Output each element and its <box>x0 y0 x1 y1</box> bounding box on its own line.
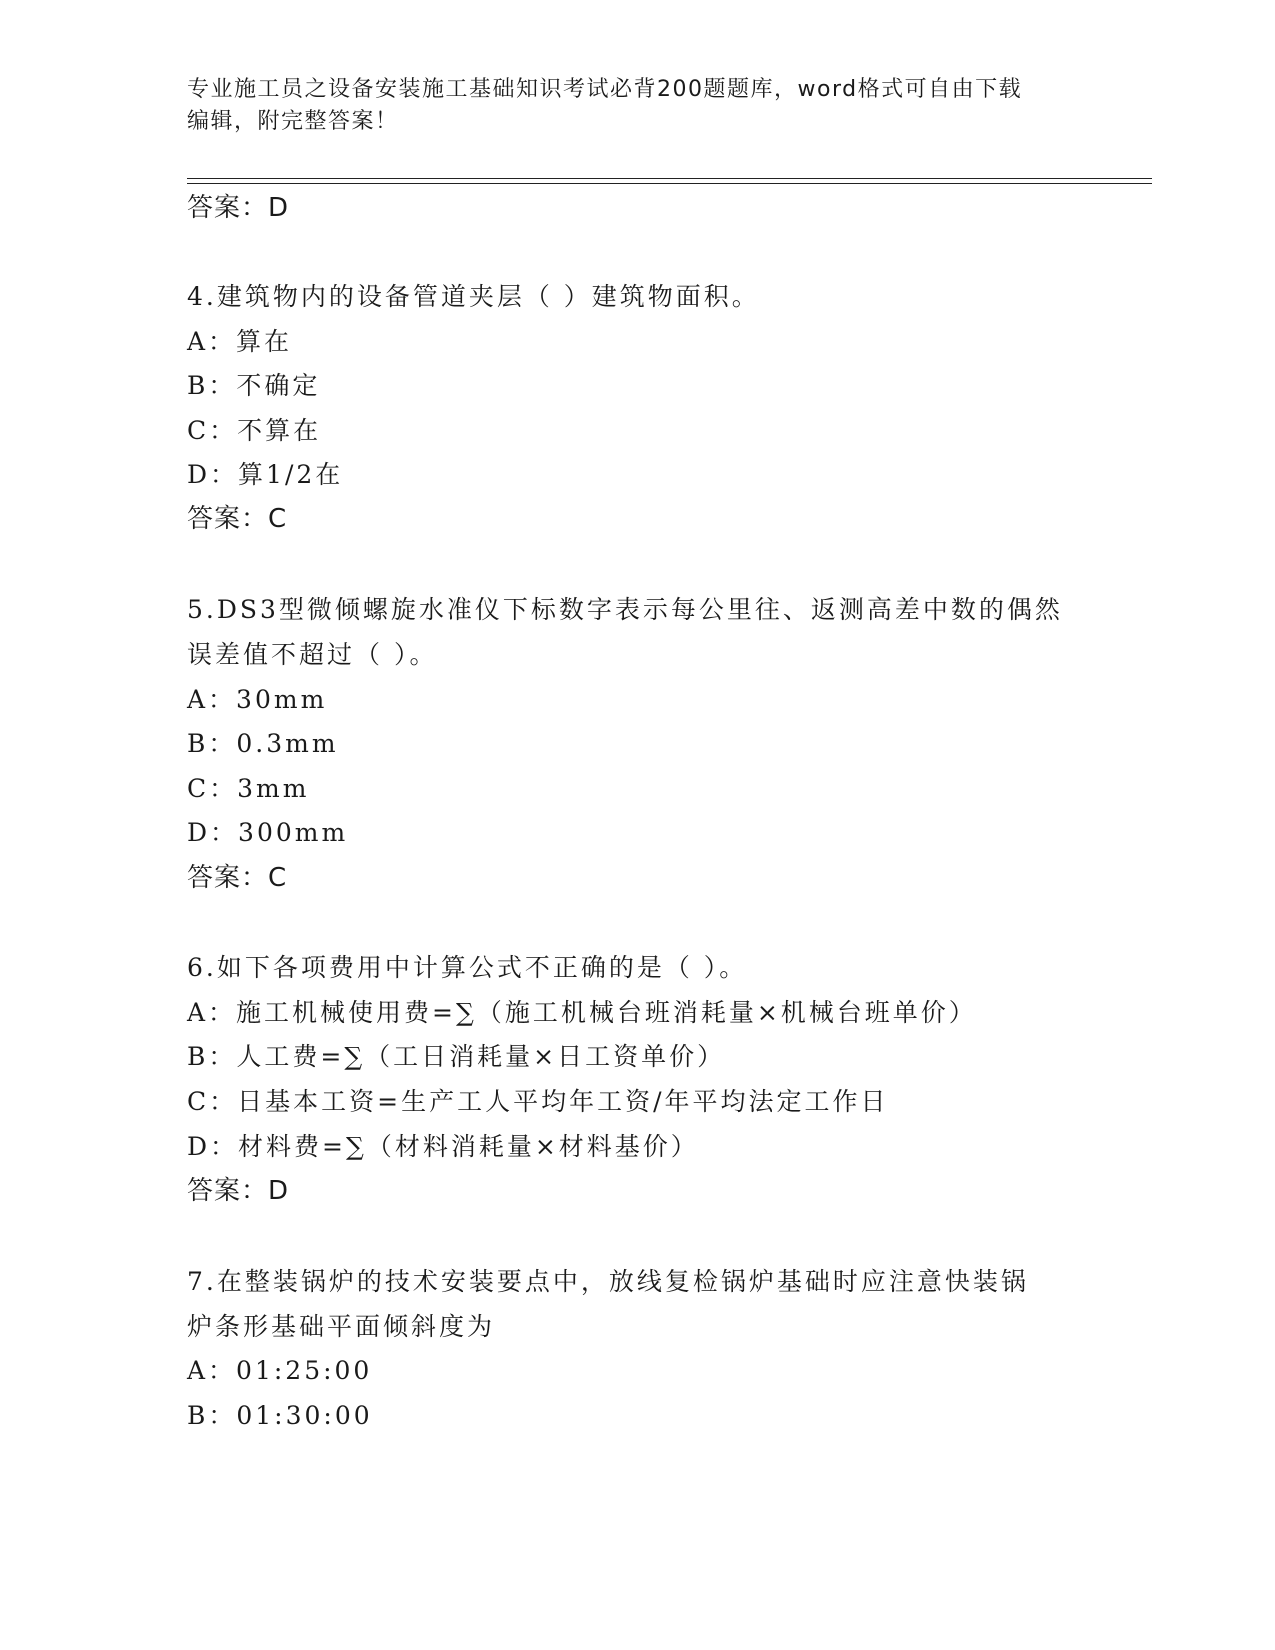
question-5-option-a: A：30mm <box>187 685 328 714</box>
header-title-line-1: 专业施工员之设备安装施工基础知识考试必背200题题库，word格式可自由下载 <box>187 77 1023 102</box>
question-7-stem-line-1: 7.在整装锅炉的技术安装要点中，放线复检锅炉基础时应注意快装锅 <box>187 1267 1029 1296</box>
document-header <box>187 74 1087 138</box>
header-divider-top <box>187 178 1152 179</box>
header-title-line-2: 编辑，附完整答案！ <box>187 109 399 134</box>
question-5-option-b: B：0.3mm <box>187 729 339 758</box>
question-7-option-b: B：01:30:00 <box>187 1401 373 1430</box>
question-4-option-d: D：算1/2在 <box>187 460 344 489</box>
question-5-option-d: D：300mm <box>187 818 349 847</box>
answer-q3: 答案：D <box>187 193 290 223</box>
question-7-option-a: A：01:25:00 <box>187 1356 373 1385</box>
question-6-stem: 6.如下各项费用中计算公式不正确的是（ ）。 <box>187 953 748 982</box>
question-5-stem-line-1: 5.DS3型微倾螺旋水准仪下标数字表示每公里往、返测高差中数的偶然 <box>187 595 1063 624</box>
header-divider-bottom <box>187 183 1152 184</box>
question-4-stem: 4.建筑物内的设备管道夹层（ ）建筑物面积。 <box>187 282 760 311</box>
question-6-option-a: A：施工机械使用费=∑（施工机械台班消耗量×机械台班单价） <box>187 998 977 1027</box>
question-6-option-b: B：人工费=∑（工日消耗量×日工资单价） <box>187 1042 726 1071</box>
question-4-option-a: A：算在 <box>187 327 293 356</box>
answer-q4: 答案：C <box>187 504 288 534</box>
answer-q6: 答案：D <box>187 1176 290 1206</box>
question-4-option-b: B：不确定 <box>187 371 321 400</box>
question-7-stem-line-2: 炉条形基础平面倾斜度为 <box>187 1312 496 1341</box>
question-6-option-d: D：材料费=∑（材料消耗量×材料基价） <box>187 1132 699 1161</box>
question-6-option-c: C：日基本工资=生产工人平均年工资/年平均法定工作日 <box>187 1087 889 1116</box>
question-5-option-c: C：3mm <box>187 774 310 803</box>
question-5-stem-line-2: 误差值不超过（ ）。 <box>187 640 438 669</box>
question-4-option-c: C：不算在 <box>187 416 322 445</box>
answer-q5: 答案：C <box>187 863 288 893</box>
